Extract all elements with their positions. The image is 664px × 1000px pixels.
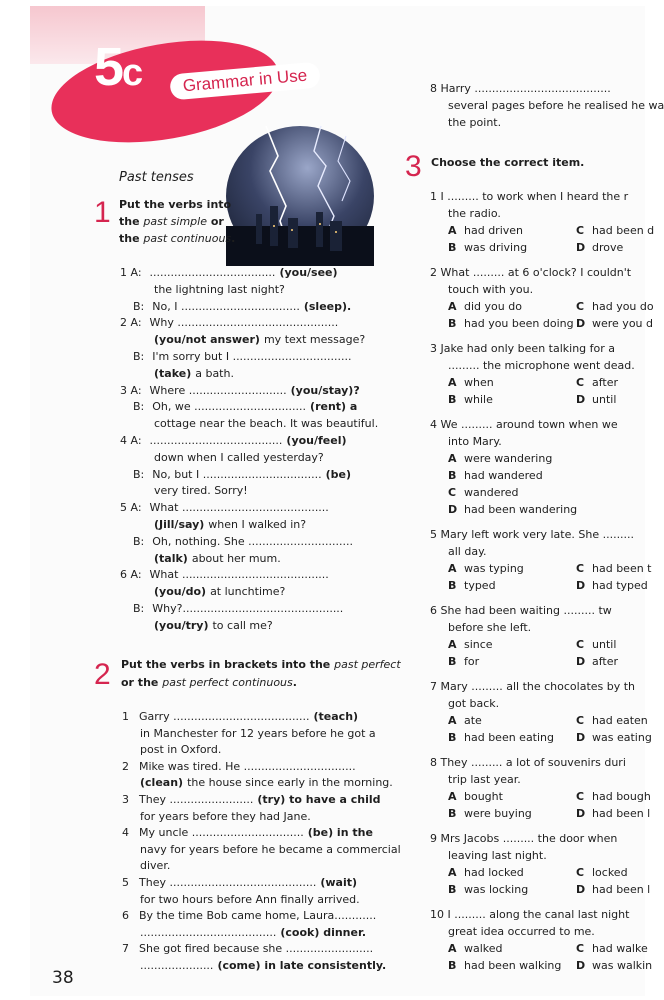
option-letter: D xyxy=(448,503,458,516)
ex1-line xyxy=(120,568,329,582)
option-letter: C xyxy=(576,224,585,237)
option-letter: A xyxy=(448,300,457,313)
ex2-item-8-line1: 8 Harry ....................................... xyxy=(430,82,611,95)
option-text: had typed xyxy=(592,579,648,592)
ex3-question: 5 Mary left work very late. She ......... xyxy=(430,528,635,541)
ex1-text: Oh, we ................................ xyxy=(152,400,307,414)
ex3-question: great idea occurred to me. xyxy=(448,925,595,938)
ex1-label: 2 A: xyxy=(120,316,142,330)
ex2-text: They .......................................... xyxy=(139,876,317,889)
ex1-text: .................................... xyxy=(149,266,276,279)
ex1-line xyxy=(154,585,285,599)
option-text: drove xyxy=(592,241,624,254)
option-letter: D xyxy=(576,731,586,744)
ex3-option-row xyxy=(448,469,543,483)
ex1-line xyxy=(154,367,234,381)
option-text: after xyxy=(592,655,619,668)
ex1-verb: about her mum. xyxy=(191,551,281,565)
option-letter: D xyxy=(576,579,586,592)
option-letter: A xyxy=(448,562,457,575)
ex3-question: before she left. xyxy=(448,621,532,634)
ex2-label: 6 xyxy=(122,909,129,923)
ex1-text: No, but I .................................. xyxy=(152,467,322,481)
ex1-verb: my text message? xyxy=(263,333,366,347)
option-letter: A xyxy=(448,866,457,879)
ex1-label: B: xyxy=(133,350,145,363)
ex3-option-row xyxy=(448,317,653,331)
option-text: was eating xyxy=(592,731,652,744)
ex3-question: 1 I ......... to work when I heard the r xyxy=(430,190,629,203)
ex3-option-row xyxy=(448,393,616,407)
option-text: had been eating xyxy=(464,731,555,744)
ex2-line xyxy=(140,727,376,741)
ex1-label: 4 A: xyxy=(120,434,142,447)
ex2-line xyxy=(122,942,373,956)
ex1-text: What .......................................... xyxy=(149,501,329,515)
page-number: 38 xyxy=(52,968,74,988)
ex1-text: down when I called yesterday? xyxy=(154,450,324,464)
option-letter: A xyxy=(448,638,457,651)
ex2-label: 3 xyxy=(122,793,129,806)
option-letter: C xyxy=(576,790,585,803)
ex2-line xyxy=(140,959,386,973)
option-letter: B xyxy=(448,959,457,972)
ex3-question: 7 Mary ......... all the chocolates by th xyxy=(430,680,636,693)
ex1-line xyxy=(120,384,360,398)
exercise-1-instruction: Put the verbs into the past simple or the past continuous. xyxy=(119,198,236,245)
ex3-question: got back. xyxy=(448,697,500,710)
ex1-text: the lightning last night? xyxy=(154,282,285,296)
ex2-label: 7 xyxy=(122,942,129,956)
lightning-photo xyxy=(226,126,374,266)
ex2-verb: (teach) xyxy=(313,710,359,723)
option-letter: A xyxy=(448,714,457,727)
ex1-line xyxy=(154,283,285,297)
ex2-text: navy for years before he became a commercial xyxy=(140,842,401,856)
ex1-line xyxy=(133,468,351,482)
option-text: for xyxy=(464,655,480,668)
option-text: had driven xyxy=(464,224,524,237)
option-letter: B xyxy=(448,579,457,592)
ex3-option-row xyxy=(448,486,519,500)
option-text: when xyxy=(464,376,494,389)
option-letter: A xyxy=(448,376,457,389)
ex1-label: 5 A: xyxy=(120,501,142,515)
option-text: had bough xyxy=(592,790,651,803)
ex1-text: (take) xyxy=(154,366,192,380)
ex2-line xyxy=(122,876,357,890)
ex1-line xyxy=(154,484,248,498)
unit-title: Grammar in Use xyxy=(169,62,321,101)
ex1-line xyxy=(154,552,281,566)
ex1-verb: (rent) a xyxy=(310,400,358,414)
ex3-option-row xyxy=(448,731,652,745)
ex3-option-row xyxy=(448,942,648,956)
ex1-line xyxy=(120,434,347,448)
ex1-line xyxy=(133,300,351,314)
ex3-option-row xyxy=(448,959,652,973)
ex1-text: very tired. Sorry! xyxy=(154,484,248,498)
ex1-text: I'm sorry but I .................................. xyxy=(152,350,352,363)
option-letter: D xyxy=(576,959,586,972)
ex1-line xyxy=(120,501,329,515)
ex2-line xyxy=(140,843,401,857)
ex2-text: (clean) xyxy=(140,776,184,790)
ex3-question: 6 She had been waiting ......... tw xyxy=(430,604,612,617)
workbook-page xyxy=(30,6,664,996)
ex1-text: cottage near the beach. It was beautiful. xyxy=(154,417,379,431)
ex2-verb: (cook) dinner. xyxy=(280,925,367,939)
option-letter: D xyxy=(576,655,586,668)
ex1-text: (you/try) xyxy=(154,618,209,632)
ex3-option-row xyxy=(448,883,650,897)
ex1-label: 1 A: xyxy=(120,266,142,279)
ex2-text: She got fired because she ......................... xyxy=(139,942,374,956)
option-text: had been d xyxy=(592,224,655,237)
option-text: locked xyxy=(592,866,628,879)
lightning-icon xyxy=(226,126,374,266)
ex1-text: Why .............................................. xyxy=(149,316,339,330)
option-letter: C xyxy=(576,376,585,389)
option-text: wandered xyxy=(464,486,519,499)
option-letter: A xyxy=(448,452,457,465)
option-letter: B xyxy=(448,469,457,482)
ex3-question: touch with you. xyxy=(448,283,534,296)
ex1-verb: a bath. xyxy=(195,366,234,380)
option-letter: B xyxy=(448,241,457,254)
option-letter: B xyxy=(448,393,457,406)
option-text: had wandered xyxy=(464,469,543,482)
ex1-text: What .......................................... xyxy=(149,568,329,582)
ex1-text: Why?.............................................. xyxy=(152,602,344,615)
option-text: did you do xyxy=(464,300,522,313)
option-text: was locking xyxy=(464,883,529,896)
ex1-line xyxy=(120,266,338,280)
ex1-verb: (you/see) xyxy=(279,266,338,279)
ex2-label: 2 xyxy=(122,759,129,773)
ex2-line xyxy=(122,760,356,774)
ex2-verb: the house since early in the morning. xyxy=(187,776,393,790)
ex2-item-8-line3: the point. xyxy=(448,116,502,129)
ex1-line xyxy=(133,400,357,414)
option-text: was driving xyxy=(464,241,528,254)
option-text: while xyxy=(464,393,493,406)
ex2-label: 1 xyxy=(122,710,129,723)
option-letter: D xyxy=(576,241,586,254)
ex3-option-row xyxy=(448,714,648,728)
ex3-question: 10 I ......... along the canal last night xyxy=(430,908,630,921)
option-letter: B xyxy=(448,731,457,744)
option-text: had locked xyxy=(464,866,524,879)
ex2-text: By the time Bob came home, Laura............ xyxy=(139,909,377,923)
option-letter: C xyxy=(448,486,457,499)
option-letter: B xyxy=(448,883,457,896)
ex3-option-row xyxy=(448,452,552,466)
ex1-line xyxy=(154,451,324,465)
option-letter: D xyxy=(576,807,586,820)
ex1-line xyxy=(133,350,351,364)
unit-number: 5c xyxy=(94,37,142,97)
ex1-verb: when I walked in? xyxy=(208,518,307,531)
ex1-line xyxy=(120,316,338,330)
exercise-3-instruction: Choose the correct item. xyxy=(431,156,585,169)
option-letter: C xyxy=(576,714,585,727)
option-letter: A xyxy=(448,942,457,955)
ex3-option-row xyxy=(448,562,652,576)
ex2-item-8-line2: several pages before he realised he wa xyxy=(448,99,664,112)
ex3-option-row xyxy=(448,655,618,669)
ex2-text: for two hours before Ann finally arrived. xyxy=(140,892,360,906)
ex2-verb: (wait) xyxy=(320,876,357,889)
ex3-option-row xyxy=(448,503,577,517)
ex1-line xyxy=(154,518,306,532)
ex1-line xyxy=(133,535,353,549)
ex1-label: B: xyxy=(133,299,145,313)
ex3-option-row xyxy=(448,866,628,880)
ex1-label: B: xyxy=(133,534,145,548)
exercise-2-number: 2 xyxy=(94,658,111,691)
ex2-text: Garry ....................................... xyxy=(139,710,310,723)
ex1-text: (you/do) xyxy=(154,585,207,599)
option-letter: C xyxy=(576,562,585,575)
option-letter: C xyxy=(576,300,585,313)
ex1-label: B: xyxy=(133,602,145,615)
option-text: had been t xyxy=(592,562,652,575)
option-text: had been walking xyxy=(464,959,562,972)
ex3-question: ......... the microphone went dead. xyxy=(448,359,635,372)
ex3-option-row xyxy=(448,579,648,593)
option-text: had been l xyxy=(592,883,651,896)
ex3-question: 9 Mrs Jacobs ......... the door when xyxy=(430,832,618,845)
option-letter: D xyxy=(576,883,586,896)
option-text: were buying xyxy=(464,807,532,820)
ex1-verb: at lunchtime? xyxy=(210,585,286,599)
ex2-text: diver. xyxy=(140,859,171,873)
ex1-line xyxy=(133,602,343,616)
option-text: had walke xyxy=(592,942,648,955)
ex3-option-row xyxy=(448,638,616,652)
ex2-text: post in Oxford. xyxy=(140,743,222,757)
ex1-label: 6 A: xyxy=(120,568,142,582)
ex2-verb: (be) in the xyxy=(307,826,373,840)
ex2-text: for years before they had Jane. xyxy=(140,809,311,823)
option-letter: A xyxy=(448,790,457,803)
ex3-option-row xyxy=(448,241,623,255)
ex2-line xyxy=(140,810,311,824)
ex2-text: They ........................ xyxy=(139,793,254,806)
ex2-text: ....................................... xyxy=(140,925,277,939)
ex2-text: ..................... xyxy=(140,959,214,972)
option-text: had you do xyxy=(592,300,654,313)
ex1-line xyxy=(154,619,273,633)
option-letter: B xyxy=(448,655,457,668)
ex3-question: 4 We ......... around town when we xyxy=(430,418,618,431)
option-text: were wandering xyxy=(464,452,553,465)
option-text: had been l xyxy=(592,807,651,820)
ex1-text: No, I .................................. xyxy=(152,299,300,313)
ex2-line xyxy=(140,893,360,907)
ex3-question: leaving last night. xyxy=(448,849,547,862)
exercise-3-number: 3 xyxy=(405,150,422,183)
option-letter: C xyxy=(576,942,585,955)
ex3-option-row xyxy=(448,376,618,390)
option-text: was walkin xyxy=(592,959,653,972)
ex2-line xyxy=(122,793,381,807)
ex2-text: My uncle ................................ xyxy=(139,826,304,840)
ex3-question: trip last year. xyxy=(448,773,521,786)
option-letter: B xyxy=(448,317,457,330)
option-letter: A xyxy=(448,224,457,237)
ex1-text: Where ............................ xyxy=(149,383,287,397)
ex1-label: 3 A: xyxy=(120,383,142,397)
ex1-text: (you/not answer) xyxy=(154,333,260,347)
ex1-text: Oh, nothing. She .............................. xyxy=(152,534,353,548)
ex1-verb: (you/feel) xyxy=(286,434,347,447)
ex2-line xyxy=(140,743,221,757)
ex2-line xyxy=(122,826,373,840)
option-letter: D xyxy=(576,317,586,330)
ex3-question: into Mary. xyxy=(448,435,502,448)
ex2-line xyxy=(140,926,366,940)
ex3-option-row xyxy=(448,224,654,238)
ex2-verb: (try) to have a child xyxy=(257,793,381,806)
option-letter: C xyxy=(576,638,585,651)
option-letter: B xyxy=(448,807,457,820)
option-text: typed xyxy=(464,579,496,592)
option-letter: D xyxy=(576,393,586,406)
section-title: Past tenses xyxy=(119,170,194,185)
ex2-line xyxy=(122,909,376,923)
right-column xyxy=(400,6,664,996)
ex1-text: ...................................... xyxy=(149,434,283,447)
option-text: ate xyxy=(464,714,482,727)
option-text: had eaten xyxy=(592,714,648,727)
option-text: until xyxy=(592,393,617,406)
ex1-label: B: xyxy=(133,400,145,414)
option-text: walked xyxy=(464,942,503,955)
option-text: since xyxy=(464,638,493,651)
option-text: were you d xyxy=(592,317,653,330)
ex1-line xyxy=(154,333,365,347)
ex3-question: the radio. xyxy=(448,207,501,220)
option-text: bought xyxy=(464,790,503,803)
exercise-1-number: 1 xyxy=(94,196,111,229)
ex2-label: 5 xyxy=(122,876,129,889)
option-text: after xyxy=(592,376,619,389)
ex3-option-row xyxy=(448,790,651,804)
ex2-text: Mike was tired. He ................................ xyxy=(139,759,356,773)
ex2-line xyxy=(122,710,358,724)
ex3-question: 8 They ......... a lot of souvenirs duri xyxy=(430,756,626,769)
ex2-verb: (come) in late consistently. xyxy=(217,959,387,972)
ex3-option-row xyxy=(448,807,650,821)
ex2-label: 4 xyxy=(122,826,129,840)
ex1-text: (Jill/say) xyxy=(154,518,205,531)
ex3-question: 3 Jake had only been talking for a xyxy=(430,342,616,355)
ex1-verb: (you/stay)? xyxy=(290,383,360,397)
ex3-question: 2 What ......... at 6 o'clock? I couldn't xyxy=(430,266,632,279)
ex2-text: in Manchester for 12 years before he got a xyxy=(140,726,376,740)
option-text: was typing xyxy=(464,562,524,575)
exercise-2-instruction: Put the verbs in brackets into the past perfect or the past perfect continuous. xyxy=(121,658,401,689)
ex1-verb: (sleep). xyxy=(303,299,352,313)
ex2-line xyxy=(140,859,170,873)
ex1-verb: (be) xyxy=(325,467,351,481)
ex1-verb: to call me? xyxy=(212,618,273,632)
ex2-line xyxy=(140,776,393,790)
option-text: until xyxy=(592,638,617,651)
ex3-question: all day. xyxy=(448,545,487,558)
ex1-text: (talk) xyxy=(154,551,188,565)
option-letter: C xyxy=(576,866,585,879)
option-text: had been wandering xyxy=(464,503,578,516)
ex1-line xyxy=(154,417,378,431)
ex3-option-row xyxy=(448,300,654,314)
ex1-label: B: xyxy=(133,467,145,481)
option-text: had you been doing xyxy=(464,317,574,330)
